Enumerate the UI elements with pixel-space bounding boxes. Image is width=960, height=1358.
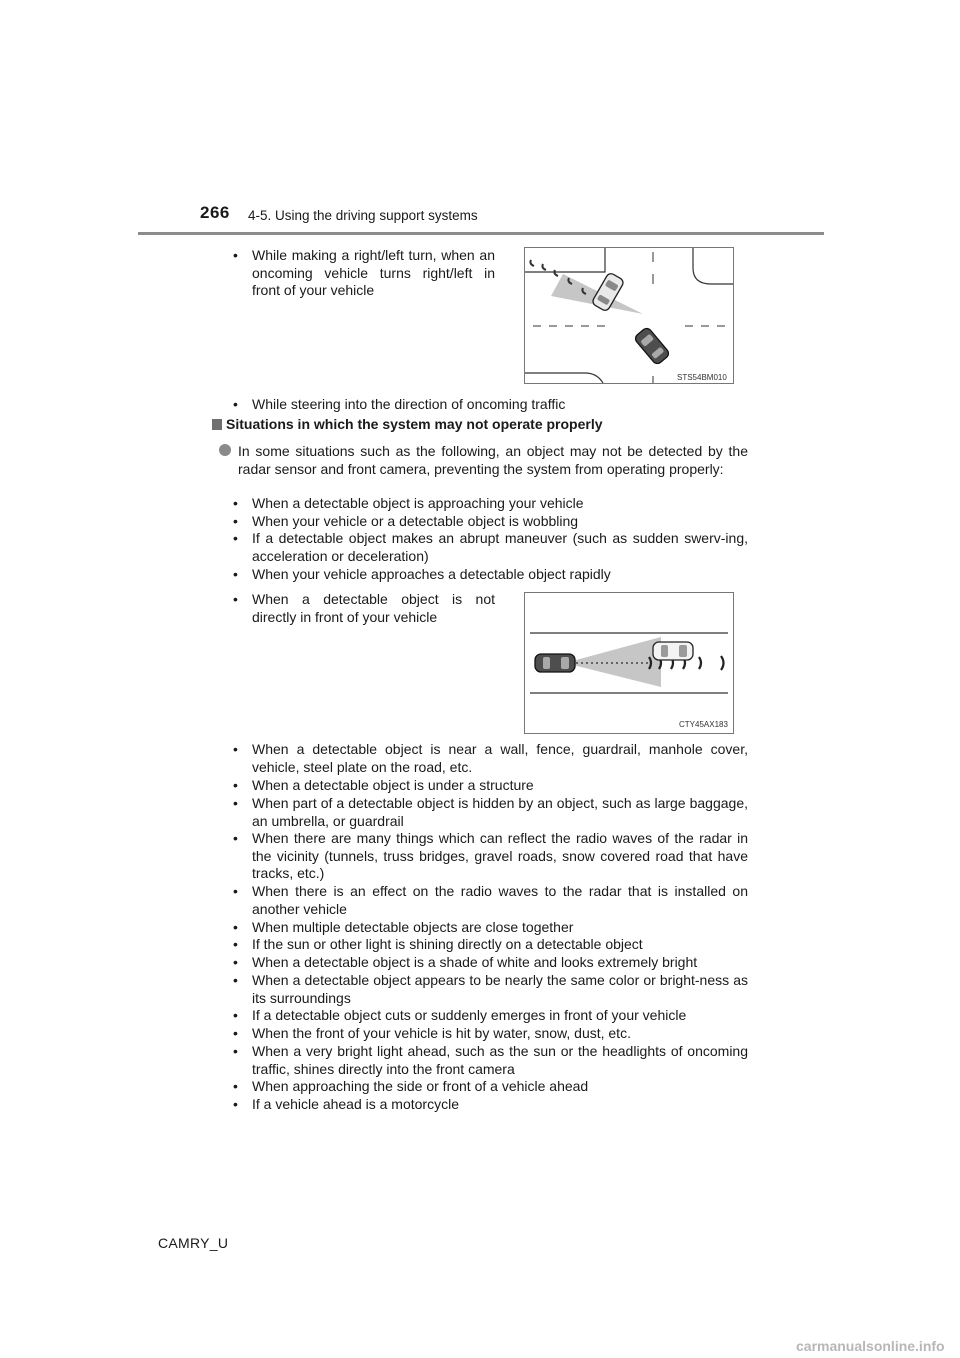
- figure-turning-vehicle: [524, 247, 734, 384]
- list-item: • When a detectable object appears to be nearly the same color or bright-ness as its surroundings: [233, 972, 748, 1006]
- list-item: • When a detectable object is near a wall, fence, guardrail, manhole cover, vehicle, steel plate on the road, etc.: [233, 741, 748, 775]
- list-item: • When there is an effect on the radio waves to the radar that is installed on another vehicle: [233, 883, 748, 917]
- bullet-icon: •: [233, 954, 238, 970]
- bullet-icon: •: [233, 1096, 238, 1112]
- list-item: • When approaching the side or front of a vehicle ahead: [233, 1078, 589, 1094]
- bullet-icon: •: [233, 513, 238, 529]
- figure-label: CTY45AX183: [679, 720, 728, 729]
- list-item: • While steering into the direction of oncoming traffic: [233, 396, 566, 412]
- list-item: • When a detectable object is a shade of white and looks extremely bright: [233, 954, 698, 970]
- list-item: • If a vehicle ahead is a motorcycle: [233, 1096, 459, 1112]
- figure-offset-vehicle: [524, 592, 734, 734]
- list-item: • When your vehicle approaches a detectable object rapidly: [233, 566, 611, 582]
- bullet-icon: •: [233, 972, 238, 988]
- heading-square-icon: [212, 419, 222, 430]
- header-divider: [138, 232, 824, 235]
- figure-turning-vehicle-drawing: [525, 248, 733, 383]
- bullet-icon: •: [233, 795, 238, 811]
- bullet-icon: •: [233, 247, 238, 263]
- bullet-icon: •: [233, 883, 238, 899]
- bullet-icon: •: [233, 777, 238, 793]
- bullet-icon: •: [233, 741, 238, 757]
- bullet-icon: •: [233, 1025, 238, 1041]
- bullet-icon: •: [233, 936, 238, 952]
- bullet-icon: •: [233, 566, 238, 582]
- list-item: • When a detectable object is under a structure: [233, 777, 534, 793]
- bullet-icon: •: [233, 1043, 238, 1059]
- list-item: • When multiple detectable objects are close together: [233, 919, 574, 935]
- list-item: • While making a right/left turn, when an oncoming vehicle turns right/left in front of your vehicle: [233, 247, 495, 298]
- bullet-icon: •: [233, 396, 238, 412]
- list-item: • When the front of your vehicle is hit by water, snow, dust, etc.: [233, 1025, 631, 1041]
- list-item: • When your vehicle or a detectable object is wobbling: [233, 513, 579, 529]
- list-item: • When there are many things which can reflect the radio waves of the radar in the vicinity (tunnels, truss bridges, gravel roads, snow covered road that have tracks, etc.): [233, 830, 748, 881]
- bullet-icon: •: [233, 830, 238, 846]
- bullet-icon: •: [233, 1078, 238, 1094]
- watermark: carmanualsonline.info: [796, 1338, 945, 1354]
- list-item: • If the sun or other light is shining directly on a detectable object: [233, 936, 643, 952]
- intro-paragraph: In some situations such as the following, an object may not be detected by the radar sensor and front camera, preventing the system from operating properly:: [222, 443, 748, 478]
- bullet-icon: •: [233, 919, 238, 935]
- list-item: • When a detectable object is approaching your vehicle: [233, 495, 584, 511]
- list-item: • When a detectable object is not directly in front of your vehicle: [233, 591, 495, 625]
- list-item: • When a very bright light ahead, such as the sun or the headlights of oncoming traffic, shines directly into the front camera: [233, 1043, 748, 1077]
- circle-bullet-icon: [219, 444, 231, 456]
- bullet-icon: •: [233, 530, 238, 546]
- list-item: • If a detectable object makes an abrupt maneuver (such as sudden swerv-ing, acceleration or deceleration): [233, 530, 748, 564]
- section-title: 4-5. Using the driving support systems: [248, 208, 478, 223]
- list-item: • If a detectable object cuts or suddenly emerges in front of your vehicle: [233, 1007, 687, 1023]
- figure-offset-vehicle-drawing: [525, 593, 733, 733]
- page-number: 266: [200, 203, 230, 222]
- list-item: • When part of a detectable object is hidden by an object, such as large baggage, an umbrella, or guardrail: [233, 795, 748, 829]
- bullet-icon: •: [233, 591, 238, 607]
- section-heading: Situations in which the system may not operate properly: [212, 416, 603, 432]
- figure-label: STS54BM010: [677, 373, 727, 382]
- footer-model: CAMRY_U: [158, 1235, 229, 1251]
- bullet-icon: •: [233, 495, 238, 511]
- bullet-icon: •: [233, 1007, 238, 1023]
